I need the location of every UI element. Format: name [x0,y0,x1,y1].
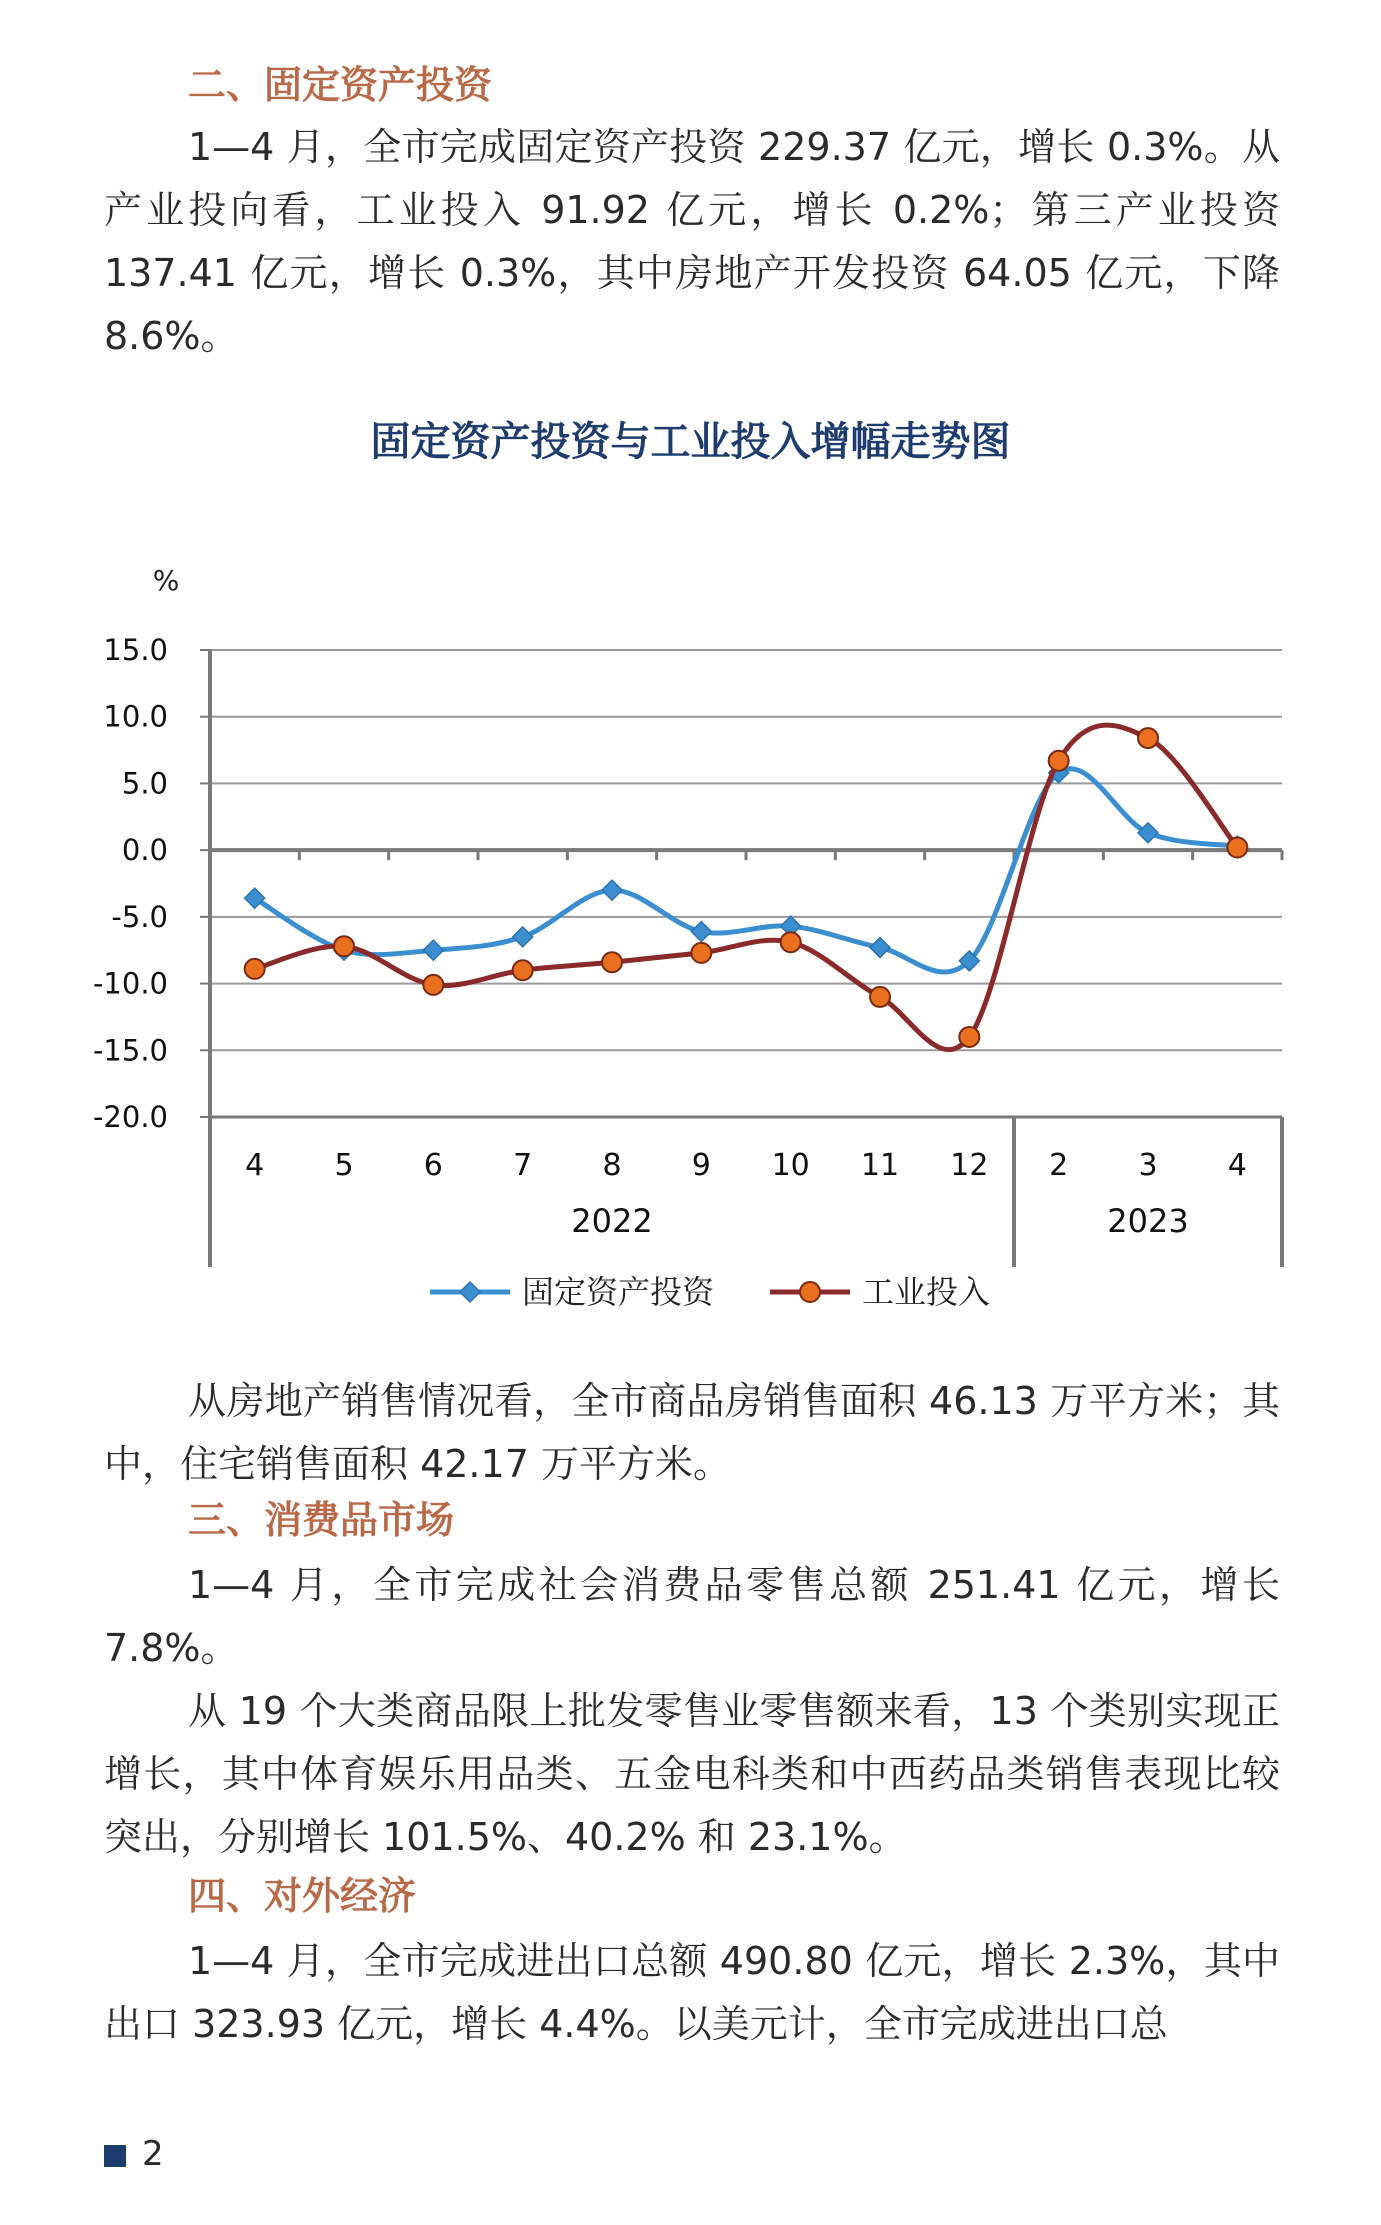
data-point [334,936,354,956]
data-point [423,940,443,960]
y-tick-label: -15.0 [92,1033,168,1068]
chart-gridlines [210,650,1282,1117]
page-number-text: 2 [142,2134,164,2174]
data-point [781,932,801,952]
y-tick-label: -20.0 [92,1100,168,1134]
paragraph-retail-total: 1—4 月，全市完成社会消费品零售总额 251.41 亿元，增长 7.8%。 [104,1563,1280,1670]
chart-series [245,725,1248,1049]
group-label: 2022 [571,1202,653,1240]
x-tick-label: 2 [1049,1148,1069,1183]
data-point [959,1027,979,1047]
x-tick-label: 12 [950,1148,989,1183]
line-chart [0,540,1381,1330]
y-tick-label: 15.0 [103,633,168,667]
data-point [1227,837,1247,857]
y-tick-label: -5.0 [111,899,168,934]
x-tick-label: 11 [860,1148,900,1183]
y-tick-label: 0.0 [121,833,168,868]
data-point [691,943,711,963]
data-point [513,927,533,947]
x-tick-label: 6 [423,1148,443,1183]
chart-labels [93,564,1247,1240]
y-axis-unit: % [152,564,180,597]
data-point [602,952,622,972]
paragraph-retail-categories: 从 19 个大类商品限上批发零售业零售额来看，13 个类别实现正增长，其中体育娱乐用品类、五金电科类和中西药品类销售表现比较突出，分别增长 101.5%、40.2% 和 23.1%。 [104,1689,1280,1859]
data-point [691,922,711,942]
data-point [1138,823,1158,843]
data-point [1049,751,1069,771]
chart-legend [430,1273,990,1311]
group-label: 2023 [1107,1202,1189,1240]
x-tick-label: 3 [1138,1148,1158,1183]
data-point [870,987,890,1007]
legend-label: 工业投入 [862,1273,991,1311]
x-tick-label: 9 [691,1148,711,1183]
y-tick-label: -10.0 [92,966,168,1001]
y-tick-label: 5.0 [121,766,168,801]
x-tick-label: 5 [334,1148,354,1183]
legend-label: 固定资产投资 [522,1273,715,1311]
legend-marker [800,1282,820,1302]
x-tick-label: 4 [1227,1148,1247,1183]
data-point [423,975,443,995]
y-tick-label: 10.0 [103,699,168,734]
series-line [255,725,1238,1049]
x-tick-label: 4 [245,1148,265,1183]
series-industrial-input [245,725,1248,1049]
chart-title: 固定资产投资与工业投入增幅走势图 [370,419,1011,465]
chart-axes [200,650,1282,1267]
section-heading-fixed-assets: 二、固定资产投资 [188,63,493,107]
series-fixed-asset-investment [245,763,1248,972]
paragraph-real-estate: 从房地产销售情况看，全市商品房销售面积 46.13 万平方米；其中，住宅销售面积 42.17 万平方米。 [104,1379,1280,1486]
section-heading-consumer: 三、消费品市场 [188,1498,455,1542]
paragraph-foreign-trade: 1—4 月，全市完成进出口总额 490.80 亿元，增长 2.3%，其中出口 323.93 亿元，增长 4.4%。以美元计，全市完成进出口总 [104,1939,1280,2046]
section-heading-foreign-trade: 四、对外经济 [188,1874,417,1918]
data-point [245,959,265,979]
data-point [513,960,533,980]
paragraph-fixed-assets: 1—4 月，全市完成固定资产投资 229.37 亿元，增长 0.3%。从产业投向看，工业投入 91.92 亿元，增长 0.2%；第三产业投资 137.41 亿元，增长 0.3%，其中房地产开发投资 64.05 亿元，下降 8.6%。 [104,125,1280,358]
x-tick-label: 7 [513,1148,533,1183]
data-point [870,938,890,958]
data-point [1138,728,1158,748]
data-point [602,880,622,900]
x-tick-label: 8 [602,1148,622,1183]
legend-marker [460,1282,480,1302]
x-tick-label: 10 [771,1148,810,1183]
page-number [104,2134,164,2174]
page-marker-square [104,2145,126,2167]
